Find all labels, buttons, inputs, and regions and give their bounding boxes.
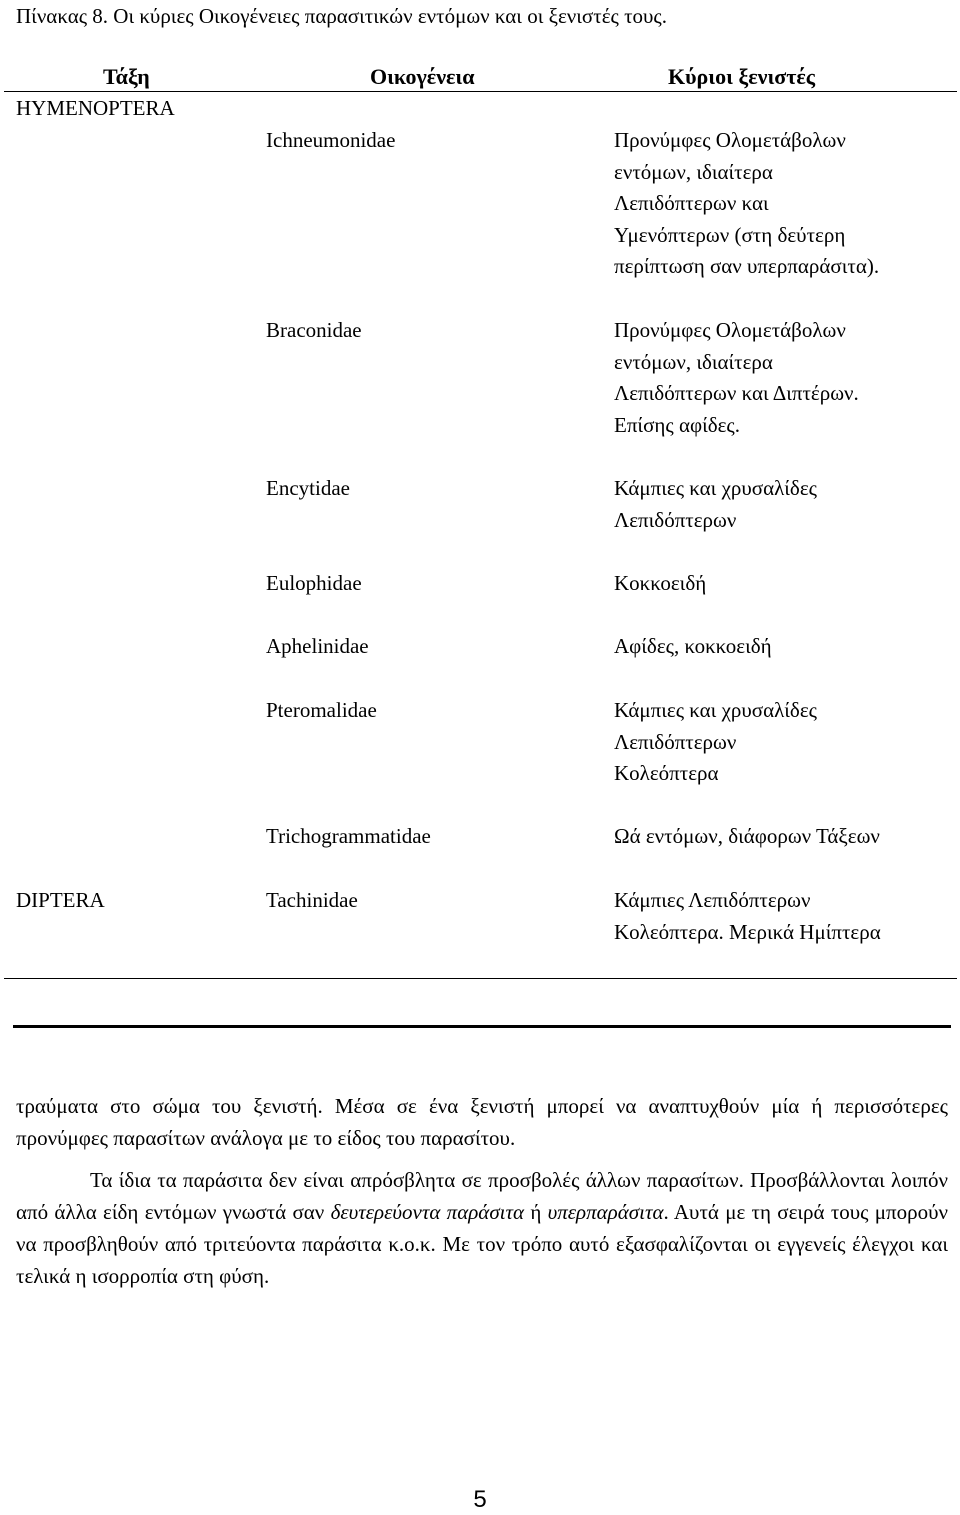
table-bottom-rule — [4, 978, 957, 979]
hosts-line: Προνύμφες Ολομετάβολων — [614, 318, 846, 342]
hosts-line: περίπτωση σαν υπερπαράσιτα). — [614, 254, 880, 278]
hosts-line: Επίσης αφίδες. — [614, 412, 740, 437]
table-caption: Πίνακας 8. Οι κύριες Οικογένειες παρασιτικών εντόμων και οι ξενιστές τους. — [16, 4, 667, 28]
family-cell: Tachinidae — [266, 888, 358, 912]
hosts-cell — [614, 821, 880, 853]
emphasis-term: δευτερεύοντα παράσιτα — [330, 1200, 525, 1224]
hosts-line: Κάμπιες και χρυσαλίδες — [614, 476, 817, 500]
hosts-line: Υμενόπτερων (στη δεύτερη — [614, 222, 846, 247]
hosts-line: Αφίδες, κοκκοειδή — [614, 634, 772, 658]
hosts-line: Λεπιδόπτερων και — [614, 191, 769, 215]
hosts-line: Κολεόπτερα. Μερικά Ημίπτερα — [614, 919, 881, 944]
hosts-line: Λεπιδόπτερων και Διπτέρων. — [614, 381, 859, 405]
paragraph-text: ή — [524, 1200, 548, 1224]
hosts-line: Προνύμφες Ολομετάβολων — [614, 128, 846, 152]
hosts-cell — [614, 695, 817, 790]
family-cell: Braconidae — [266, 318, 362, 342]
hosts-line: Λεπιδόπτερων — [614, 729, 737, 754]
header-family: Οικογένεια — [370, 64, 475, 89]
hosts-line: Λεπιδόπτερων — [614, 507, 737, 532]
hosts-cell — [614, 631, 772, 663]
hosts-line: Κοκκοειδή — [614, 571, 707, 595]
hosts-cell — [614, 473, 817, 536]
header-hosts: Κύριοι ξενιστές — [668, 64, 816, 89]
hosts-line: εντόμων, ιδιαίτερα — [614, 159, 773, 184]
paragraph-text: Τα ίδια τα παράσιτα δεν είναι απρόσβλητα σε προσβολές άλλων παρασίτων. Προσβάλλονται λοιπόν από άλλα είδη εντόμων γνωστά σαν — [16, 1168, 948, 1224]
order-diptera: DIPTERA — [16, 888, 105, 912]
family-cell: Aphelinidae — [266, 634, 369, 658]
hosts-cell — [614, 885, 881, 948]
header-order: Τάξη — [103, 64, 150, 89]
order-hymenoptera: HYMENOPTERA — [16, 96, 175, 120]
hosts-line: Κάμπιες Λεπιδόπτερων — [614, 888, 811, 912]
hosts-cell — [614, 568, 706, 600]
section-divider — [13, 1025, 951, 1028]
table-header-row — [0, 62, 960, 92]
paragraph-text: . Αυτά με τη σειρά τους μπορούν να προσβληθούν από τριτεύοντα παράσιτα κ.ο.κ. Με τον τρόπο αυτό εξασφαλίζονται οι εγγενείς έλεγχοι και τελικά η ισορροπία στη φύση. — [16, 1200, 949, 1288]
emphasis-term: υπερπαράσιτα — [547, 1200, 664, 1224]
family-cell: Trichogrammatidae — [266, 824, 431, 848]
hosts-cell — [614, 315, 859, 441]
family-cell: Eulophidae — [266, 571, 362, 595]
hosts-line: εντόμων, ιδιαίτερα — [614, 349, 773, 374]
hosts-line: Κολεόπτερα — [614, 761, 719, 785]
family-cell: Ichneumonidae — [266, 128, 396, 152]
hosts-line: Κάμπιες και χρυσαλίδες — [614, 698, 817, 722]
page-number: 5 — [473, 1486, 487, 1513]
hosts-cell — [614, 125, 879, 283]
body-paragraph: τραύματα στο σώμα του ξενιστή. Μέσα σε ένα ξενιστή μπορεί να αναπτυχθούν μία ή περισσότερες προνύμφες παρασίτων ανάλογα με το είδος του παρασίτου. — [16, 1094, 948, 1150]
body-paragraph — [16, 1164, 948, 1292]
table-header-rule — [4, 91, 957, 92]
family-cell: Encytidae — [266, 476, 350, 500]
hosts-line: Ωά εντόμων, διάφορων Τάξεων — [614, 824, 880, 848]
family-cell: Pteromalidae — [266, 698, 377, 722]
